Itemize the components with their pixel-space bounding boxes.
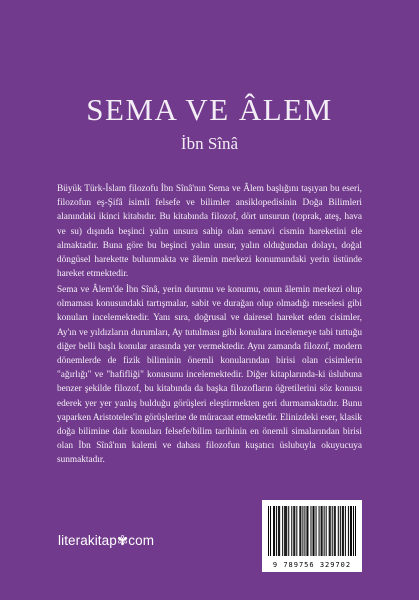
barcode-bar [285, 506, 286, 556]
description-paragraph-2: Sema ve Âlem'de İbn Sînâ, yerin durumu ve konumu, onun âlemin merkezi olup olmaması konusundaki tartışmalar, sabit ve durağan olup olmadığı meselesi gibi konuları incelemektedir. Yanı sıra, doğrusal ve dairesel hareket eden cisimler, Ay'ın ve yıldızların durumları, Ay tutulması gibi konulara incelemeye tabi tuttuğu diğer belli başlı konular arasında yer vermektedir. Aynı zamanda filozof, modern dönemlerde de fizik biliminin önemli konularından birisi olan cisimlerin "ağırlığı" ve "hafifliği" konusunu incelemektedir. Diğer kitaplarında-ki üslubuna benzer şekilde filozof, bu kitabında da başka filozofların öğretilerini söz konusu ederek yer yer yanlış bulduğu görüşleri eleştirmekten geri durmamaktadır. Bunu yaparken Aristoteles'in görüşlerine de müracaat etmektedir. Elinizdeki eser, klasik doğa bilimine dair konuları felsefe/bilim tarihinin en önemli simalarından birisi olan İbn Sînâ'nın kalemi ve dahası filozofun kuşatıcı üslubuyla okuyucuya sunmaktadır. [57, 285, 362, 466]
barcode-bar [288, 506, 289, 556]
barcode-bar [319, 506, 320, 556]
barcode-bar [291, 506, 292, 556]
barcode-bar [348, 506, 349, 556]
barcode-bar [324, 506, 325, 556]
barcode-bar [284, 506, 285, 556]
barcode-bar [299, 506, 300, 556]
isbn-barcode [262, 500, 362, 572]
barcode-bar [330, 506, 331, 556]
barcode-bar [326, 506, 327, 556]
book-title: SEMA VE ÂLEM [86, 92, 333, 127]
barcode-bars [268, 506, 356, 556]
barcode-bar [306, 506, 307, 556]
barcode-bar [282, 506, 283, 556]
barcode-bar [310, 506, 311, 556]
barcode-bar [302, 506, 303, 556]
barcode-bar [300, 506, 301, 556]
barcode-bar [293, 506, 294, 556]
barcode-bar [274, 506, 275, 556]
barcode-bar [332, 506, 333, 556]
barcode-bar [273, 506, 274, 556]
barcode-bar [322, 506, 323, 556]
description-paragraph-1: Büyük Türk-İslam filozofu İbn Sînâ'nın Sema ve Âlem başlığını taşıyan bu eseri, filozofun eş-Şifâ isimli felsefe ve bilimler ansiklopedisinin Doğa Bilimleri alanındaki ikinci kitabıdır. Bu kitabında filozof, dört unsurun (toprak, ateş, hava ve su) dışında beşinci yalın unsura sahip olan semavi cismin hareketini ele almaktadır. Buna göre bu beşinci yalın unsur, yalın olduğundan dolayı, doğal döngüsel harekette bulunmakta ve âlemin merkezi konumundaki yerin üstünde hareket etmektedir. [57, 184, 362, 280]
barcode-bar [304, 506, 305, 556]
barcode-bar [316, 506, 317, 556]
barcode-bar [296, 506, 297, 556]
barcode-bar [313, 506, 314, 556]
barcode-bar [278, 506, 279, 556]
barcode-bar [321, 506, 322, 556]
barcode-bar [314, 506, 315, 556]
barcode-bar [345, 506, 346, 556]
barcode-bar [355, 506, 356, 556]
barcode-bar [340, 506, 341, 556]
barcode-bar [353, 506, 354, 556]
book-author: İbn Sînâ [180, 134, 239, 153]
barcode-bar [335, 506, 336, 556]
barcode-bar [294, 506, 295, 556]
barcode-bar [268, 506, 269, 556]
barcode-bar [343, 506, 344, 556]
barcode-bar [350, 506, 351, 556]
publisher-website: literakitap✾com [58, 533, 155, 548]
barcode-bar [334, 506, 335, 556]
barcode-bar [286, 506, 287, 556]
isbn-number: 9 789756 329702 [272, 561, 352, 569]
barcode-bar [329, 506, 330, 556]
barcode-bar [307, 506, 308, 556]
barcode-bar [279, 506, 280, 556]
barcode-bar [342, 506, 343, 556]
barcode-bar [338, 506, 339, 556]
barcode-bar [351, 506, 352, 556]
barcode-bar [276, 506, 277, 556]
barcode-bar [270, 506, 271, 556]
